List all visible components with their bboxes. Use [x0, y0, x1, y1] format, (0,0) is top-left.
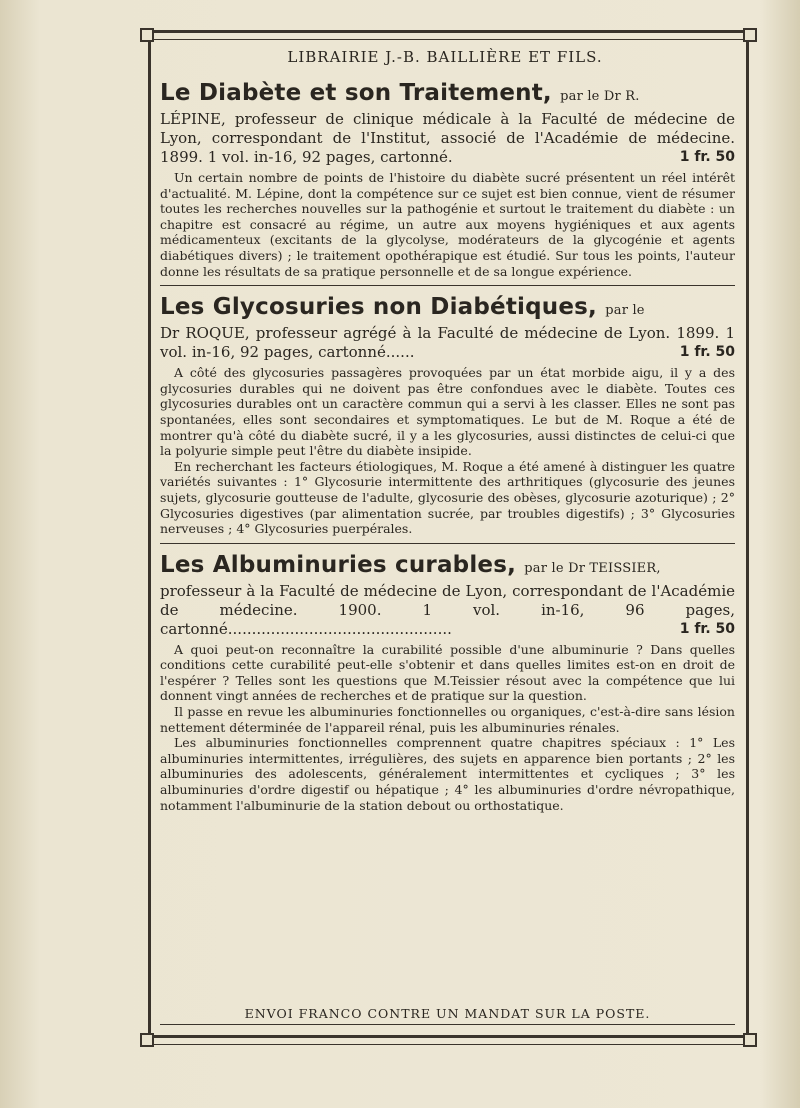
- book-entry: [160, 294, 735, 544]
- book-author-line: professeur à la Faculté de médecine de Lyon, correspondant de l'Académie de médecine. 1900. 1 vol. in-16, 96 pages, cartonné...............................................: [160, 581, 735, 638]
- book-author-line: LÉPINE, professeur de clinique médicale à la Faculté de médecine de Lyon, correspondant de l'Institut, associé de l'Académie de médecine. 1899. 1 vol. in-16, 92 pages, cartonné.: [160, 110, 735, 166]
- description-paragraph: En recherchant les facteurs étiologiques, M. Roque a été amené à distinguer les quatre variétés suivantes : 1° Glycosurie intermittente des arthritiques (glycosurie des jeunes sujets, glycosurie goutteuse de l'adulte, glycosurie des obèses, glycosurie azoturique) ; 2° Glycosuries digestives (par alimentation sucrée, par troubles digestifs) ; 3° Glycosuries nerveuses ; 4° Glycosuries puerpérales.: [160, 458, 735, 537]
- book-title-text: Le Diabète et son Traitement,: [160, 80, 552, 106]
- description-paragraph: Un certain nombre de points de l'histoire du diabète sucré présentent un réel intérêt d'actualité. M. Lépine, dont la compétence sur ce sujet est bien connue, vient de résumer toutes les recherches nouvelles sur la pathogénie et surtout le traitement du diabète : un chapitre est consacré au régime, un autre aux moyens hygiéniques et aux agents médicamenteux (excitants de la glycolyse, modérateurs de la glycogénie et agents diabétiques divers) ; le traitement opothérapique est étudié. Sur tous les points, l'auteur donne les résultats de sa pratique personnelle et de sa longue expérience.: [160, 170, 735, 279]
- book-list: [160, 80, 735, 827]
- book-author-details: [160, 324, 735, 362]
- book-author-prefix: par le Dr R.: [560, 89, 640, 104]
- book-entry: [160, 80, 735, 286]
- description-paragraph: Les albuminuries fonctionnelles comprennent quatre chapitres spéciaux : 1° Les albuminuries intermittentes, irrégulières, des sujets en apparence bien portants ; 2° les albuminuries des adolescents, généralement intermittentes et cycliques ; 3° les albuminuries d'ordre digestif ou hépatique ; 4° les albuminuries d'ordre névropathique, notamment l'albuminurie de la station debout ou orthostatique.: [160, 735, 735, 813]
- book-author-details: [160, 110, 735, 167]
- book-description: [160, 365, 735, 537]
- corner-ornament-bottom-left: [140, 1033, 154, 1047]
- book-author-prefix: par le: [605, 303, 645, 319]
- description-paragraph: A côté des glycosuries passagères provoquées par un état morbide aigu, il y a des glycosuries durables qui ne doivent pas être confondues avec le diabète. Toutes ces glycosuries durables ont un caractère commun qui a servi à les classer. Elles ne sont pas spontanées, elles sont secondaires et symptomatiques. Le but de M. Roque a été de montrer qu'à côté du diabète sucré, il y a les glycosuries, aussi distinctes de celui-ci que la polyurie simple peut l'être du diabète insipide.: [160, 365, 735, 459]
- book-entry: [160, 552, 735, 820]
- book-title: [160, 294, 735, 324]
- book-title-text: Les Glycosuries non Diabétiques,: [160, 294, 597, 321]
- book-author-line: Dr ROQUE, professeur agrégé à la Faculté de médecine de Lyon. 1899. 1 vol. in-16, 92 pages, cartonné......: [160, 324, 735, 362]
- book-author-details: [160, 582, 735, 639]
- footer-note: ENVOI FRANCO CONTRE UN MANDAT SUR LA POSTE.: [244, 1006, 651, 1021]
- book-title: [160, 80, 735, 110]
- book-title: [160, 552, 735, 582]
- corner-ornament-top-left: [140, 28, 154, 42]
- corner-ornament-top-right: [743, 28, 757, 42]
- book-price: 1 fr. 50: [679, 149, 735, 165]
- book-author-prefix: par le Dr TEISSIER,: [524, 560, 661, 576]
- description-paragraph: A quoi peut-on reconnaître la curabilité possible d'une albuminurie ? Dans quelles conditions cette curabilité peut-elle s'obtenir et dans quelles limites est-on en droit de l'espérer ? Telles sont les questions que M.Teissier résout avec la compétence que lui donnent vingt années de recherches et de pratique sur la question.: [160, 641, 735, 704]
- book-title-text: Les Albuminuries curables,: [160, 551, 517, 578]
- description-paragraph: Il passe en revue les albuminuries fonctionnelles ou organiques, c'est-à-dire sans lésion nettement déterminée de l'appareil rénal, puis les albuminuries rénales.: [160, 704, 735, 735]
- publisher-header: LIBRAIRIE J.-B. BAILLIÈRE ET FILS.: [287, 48, 603, 66]
- book-description: [160, 170, 735, 279]
- footer-rule: [160, 1024, 735, 1025]
- corner-ornament-bottom-right: [743, 1033, 757, 1047]
- book-price: 1 fr. 50: [679, 620, 735, 637]
- book-price: 1 fr. 50: [679, 344, 735, 361]
- book-description: [160, 642, 735, 814]
